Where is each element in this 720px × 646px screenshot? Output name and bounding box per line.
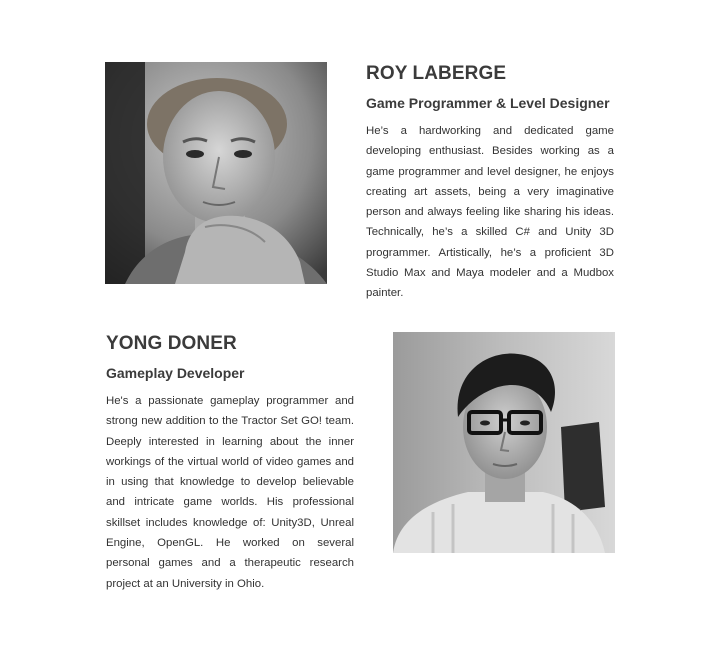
roy-laberge-photo	[105, 62, 327, 284]
yong-doner-role: Gameplay Developer	[106, 365, 245, 381]
roy-portrait-image	[105, 62, 327, 284]
yong-doner-bio	[106, 332, 354, 594]
yong-doner-photo	[393, 332, 615, 553]
roy-laberge-bio	[366, 62, 614, 304]
roy-laberge-description: He’s a hardworking and dedicated game developing enthusiast. Besides working as a game programmer and level designer, he enjoys creating art assets, being a very imaginative person and always feeling like sharing his ideas. Technically, he’s a skilled C# and Unity 3D programmer. Artistically, he’s a proficient 3D Studio Max and Maya modeler and a Mudbox painter.	[366, 125, 614, 300]
roy-laberge-role: Game Programmer & Level Designer	[366, 95, 610, 111]
yong-portrait-image	[393, 332, 615, 553]
roy-laberge-name: ROY LABERGE	[366, 63, 507, 84]
yong-doner-description: He's a passionate gameplay programmer and strong new addition to the Tractor Set GO! team. Deeply interested in learning about the inner workings of the virtual world of video games and in using that knowledge to develop believable and intricate game worlds. His professional skillset includes knowledge of: Unity3D, Unreal Engine, OpenGL. He worked on several personal games and a therapeutic research project at an University in Ohio.	[106, 395, 354, 590]
yong-doner-name: YONG DONER	[106, 333, 237, 354]
